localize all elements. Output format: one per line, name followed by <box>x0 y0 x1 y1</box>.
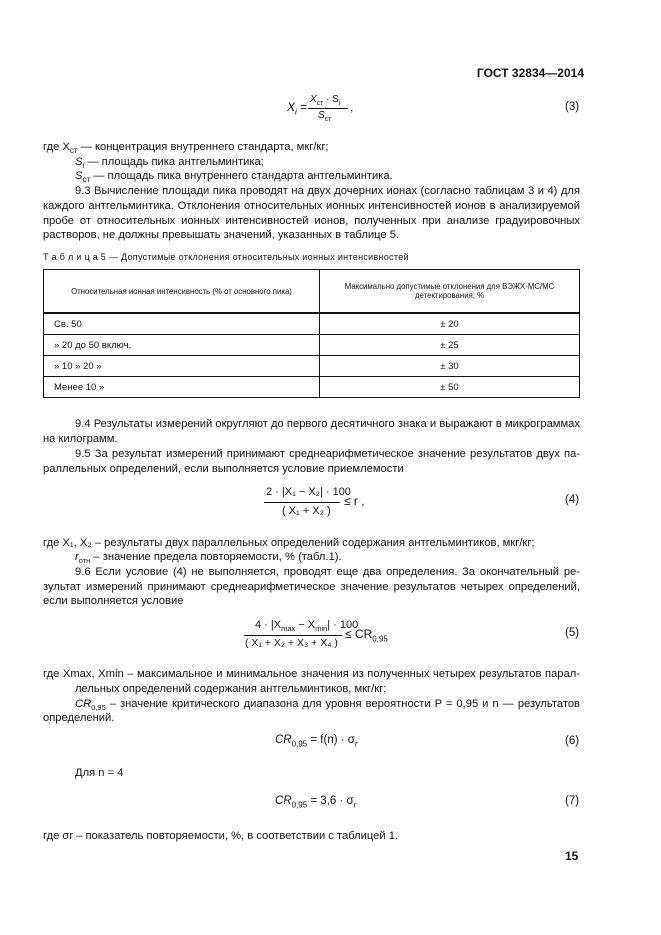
eq4-tail: ≤ r , <box>344 494 365 508</box>
eq4-numerator: 2 · |X₁ − X₂| · 100 <box>266 486 351 498</box>
eq3-equals: = <box>300 100 308 114</box>
document-header: ГОСТ 32834—2014 <box>476 66 584 80</box>
eq3-numerator: $X_{ст} \cdot S_i$ <box>310 94 341 107</box>
table-row: » 20 до 50 включ. ± 25 <box>44 335 580 356</box>
eq4-number: (4) <box>565 494 580 506</box>
where3-line3: $S_{ст}$ — площадь пика внутреннего стандарта антгельминтика. <box>75 170 393 185</box>
eq7-number: (7) <box>565 795 580 807</box>
table-row: Менее 10 » ± 50 <box>44 377 580 398</box>
eq5-fraction-bar <box>244 635 342 636</box>
eq3-comma: , <box>350 100 354 114</box>
where4-line1: где X₁, X₂ – результаты двух параллельных определений содержания антгельминтиков, мкг/кг; <box>43 537 535 549</box>
table5-caption: Т а б л и ц а 5 — Допустимые отклонения относительных ионных интенсивностей <box>43 252 409 262</box>
eq3-number: (3) <box>565 101 580 113</box>
eq5-tail: ≤ $CR_{0,95}$ <box>345 627 388 644</box>
eq3-denominator: $S_{ст}$ <box>318 110 332 123</box>
page-number: 15 <box>565 849 579 863</box>
table5-col1-header: Относительная ионная интенсивность (% от основного пика) <box>44 270 320 314</box>
eq5-number: (5) <box>565 627 580 639</box>
for-n-4: Для n = 4 <box>75 767 124 779</box>
table5-col2-header: Максимально допустимые отклонения для ВЭЖХ-МС/МС детектирования, % <box>320 270 580 314</box>
where4-line2: $r_{отн}$ – значение предела повторяемости, % (табл.1). <box>75 551 342 566</box>
where7-line: где σr – показатель повторяемости, %, в соответствии с таблицей 1. <box>43 830 399 842</box>
where3-line2: $S_i$ — площадь пика антгельминтика; <box>75 156 264 171</box>
eq6-number: (6) <box>565 735 580 747</box>
eq5-numerator: $4 \cdot |X_{max} - X_{min}| \cdot 100$ <box>255 619 359 634</box>
eq3-lhs-sub: i <box>295 107 297 117</box>
table5-header-row <box>44 270 580 314</box>
eq3-lhs: X <box>287 100 296 114</box>
table-row: » 10 » 20 » ± 30 <box>44 356 580 377</box>
eq4-fraction-bar <box>264 502 340 503</box>
where3-line1: где $X_{ст}$ — концентрация внутреннего стандарта, мкг/кг; <box>43 141 329 156</box>
eq4-denominator: ( X₁ + X₂ ) <box>282 505 331 517</box>
table-row: Св. 50 ± 20 <box>44 313 580 335</box>
eq3-fraction-bar <box>308 108 348 109</box>
table-5 <box>43 269 580 398</box>
eq5-denominator: ( X₁ + X₂ + X₃ + X₄ ) <box>245 637 338 649</box>
